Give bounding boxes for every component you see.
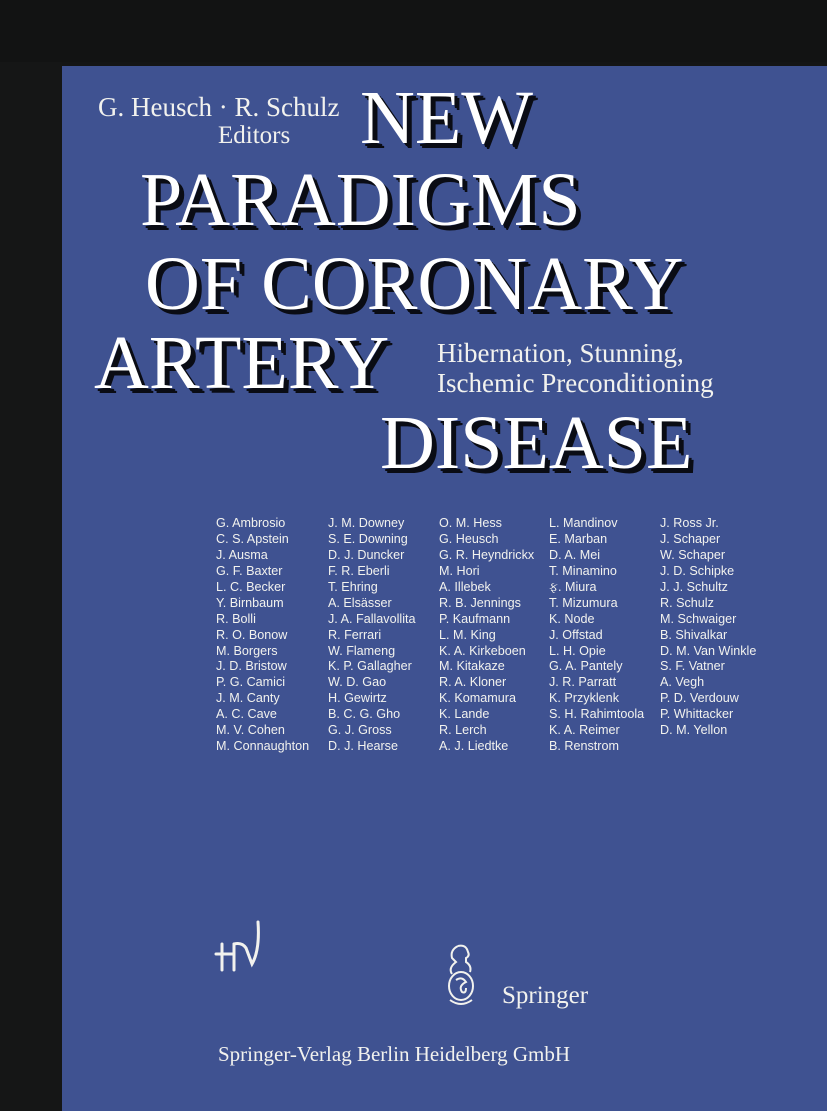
publisher-name: Springer [502, 982, 589, 1009]
contributor-name: ફ. Miura [549, 579, 597, 594]
contributor-name: T. Mizumura [549, 595, 618, 610]
contributor-name: J. Schaper [660, 531, 721, 546]
contributor-name: M. Borgers [216, 643, 278, 658]
contributor-name: K. Przyklenk [549, 691, 619, 706]
subtitle-line-1: Hibernation, Stunning, [437, 338, 684, 368]
title-line-2: PARADIGMS [140, 158, 581, 242]
contributor-name: S. F. Vatner [660, 659, 725, 674]
contributor-name: A. Elsässer [328, 595, 392, 610]
contributor-name: W. Flameng [328, 643, 396, 658]
title-line-5: DISEASE [380, 401, 693, 485]
contributor-name: L. Mandinov [549, 516, 618, 530]
contributor-name: M. Kitakaze [439, 659, 505, 674]
contributor-name: R. A. Kloner [439, 675, 507, 690]
contributor-name: J. M. Canty [216, 691, 280, 706]
contributor-name: M. Hori [439, 563, 480, 578]
contributor-name: D. M. Van Winkle [660, 643, 757, 658]
contributors-column-4 [549, 516, 644, 755]
contributor-name: J. D. Bristow [216, 659, 287, 674]
contributor-name: J. Ross Jr. [660, 516, 719, 530]
contributor-name: M. Schwaiger [660, 611, 737, 626]
contributor-name: D. A. Mei [549, 547, 601, 562]
contributor-name: G. R. Heyndrickx [439, 547, 535, 562]
contributors-column-2 [328, 516, 416, 755]
contributor-name: K. A. Reimer [549, 723, 620, 738]
contributor-name: R. B. Jennings [439, 595, 521, 610]
contributor-name: G. A. Pantely [549, 659, 623, 674]
contributor-name: P. Kaufmann [439, 611, 511, 626]
contributor-name: J. Offstad [549, 627, 603, 642]
book-spine [0, 62, 62, 1111]
contributor-name: D. J. Hearse [328, 739, 398, 754]
contributor-name: J. D. Schipke [660, 563, 735, 578]
contributor-name: T. Ehring [328, 579, 378, 594]
contributors-column-3 [439, 516, 534, 755]
contributors-column-1 [216, 516, 309, 755]
contributor-name: T. Minamino [549, 563, 617, 578]
contributor-name: F. R. Eberli [328, 563, 390, 578]
title-line-4: ARTERY [94, 321, 390, 405]
contributor-name: B. Renstrom [549, 739, 619, 754]
contributor-name: P. D. Verdouw [660, 691, 739, 706]
contributor-name: C. S. Apstein [216, 531, 289, 546]
contributor-name: R. Bolli [216, 611, 256, 626]
springer-knight-logo [436, 942, 488, 1012]
editors-names: G. Heusch · R. Schulz [98, 92, 340, 122]
title-line-3: OF CORONARY [145, 242, 684, 326]
contributor-name: G. F. Baxter [216, 563, 283, 578]
contributor-name: M. Connaughton [216, 739, 310, 754]
contributor-name: J. Ausma [216, 547, 268, 562]
contributor-name: H. Gewirtz [328, 691, 387, 706]
contributor-name: K. Node [549, 611, 595, 626]
publisher-imprint: Springer-Verlag Berlin Heidelberg GmbH [218, 1042, 571, 1066]
contributor-name: L. C. Becker [216, 579, 286, 594]
contributor-name: R. Lerch [439, 723, 487, 738]
contributors-column-5 [660, 516, 756, 739]
contributor-name: A. Vegh [660, 675, 705, 690]
editors-label: Editors [218, 122, 291, 149]
contributor-name: D. J. Duncker [328, 547, 405, 562]
contributor-name: O. M. Hess [439, 516, 502, 530]
contributor-name: K. Lande [439, 707, 490, 722]
contributor-name: G. Ambrosio [216, 516, 286, 530]
contributor-name: R. Ferrari [328, 627, 382, 642]
contributor-name: G. Heusch [439, 531, 499, 546]
contributor-name: L. H. Opie [549, 643, 606, 658]
contributor-name: R. O. Bonow [216, 627, 288, 642]
contributor-name: S. H. Rahimtoola [549, 707, 645, 722]
contributor-name: P. Whittacker [660, 707, 734, 722]
contributor-name: J. J. Schultz [660, 579, 728, 594]
publisher-monogram-logo [212, 914, 272, 984]
top-border [0, 0, 827, 62]
contributor-name: A. J. Liedtke [439, 739, 509, 754]
subtitle-line-2: Ischemic Preconditioning [437, 368, 714, 398]
contributor-name: M. V. Cohen [216, 723, 285, 738]
contributor-name: B. Shivalkar [660, 627, 728, 642]
contributor-name: J. A. Fallavollita [328, 611, 416, 626]
title-line-1: NEW [360, 76, 534, 160]
contributor-name: A. C. Cave [216, 707, 277, 722]
contributor-name: R. Schulz [660, 595, 714, 610]
contributor-name: D. M. Yellon [660, 723, 728, 738]
contributor-name: K. A. Kirkeboen [439, 643, 526, 658]
contributor-name: W. D. Gao [328, 675, 387, 690]
contributor-name: A. Illebek [439, 579, 491, 594]
contributor-name: E. Marban [549, 531, 608, 546]
contributor-name: G. J. Gross [328, 723, 392, 738]
contributor-name: J. M. Downey [328, 516, 405, 530]
contributor-name: J. R. Parratt [549, 675, 617, 690]
contributor-name: W. Schaper [660, 547, 726, 562]
contributor-name: L. M. King [439, 627, 496, 642]
contributor-name: S. E. Downing [328, 531, 408, 546]
contributor-name: K. Komamura [439, 691, 516, 706]
contributor-name: B. C. G. Gho [328, 707, 401, 722]
contributor-name: Y. Birnbaum [216, 595, 284, 610]
contributor-name: P. G. Camici [216, 675, 286, 690]
contributor-name: K. P. Gallagher [328, 659, 412, 674]
